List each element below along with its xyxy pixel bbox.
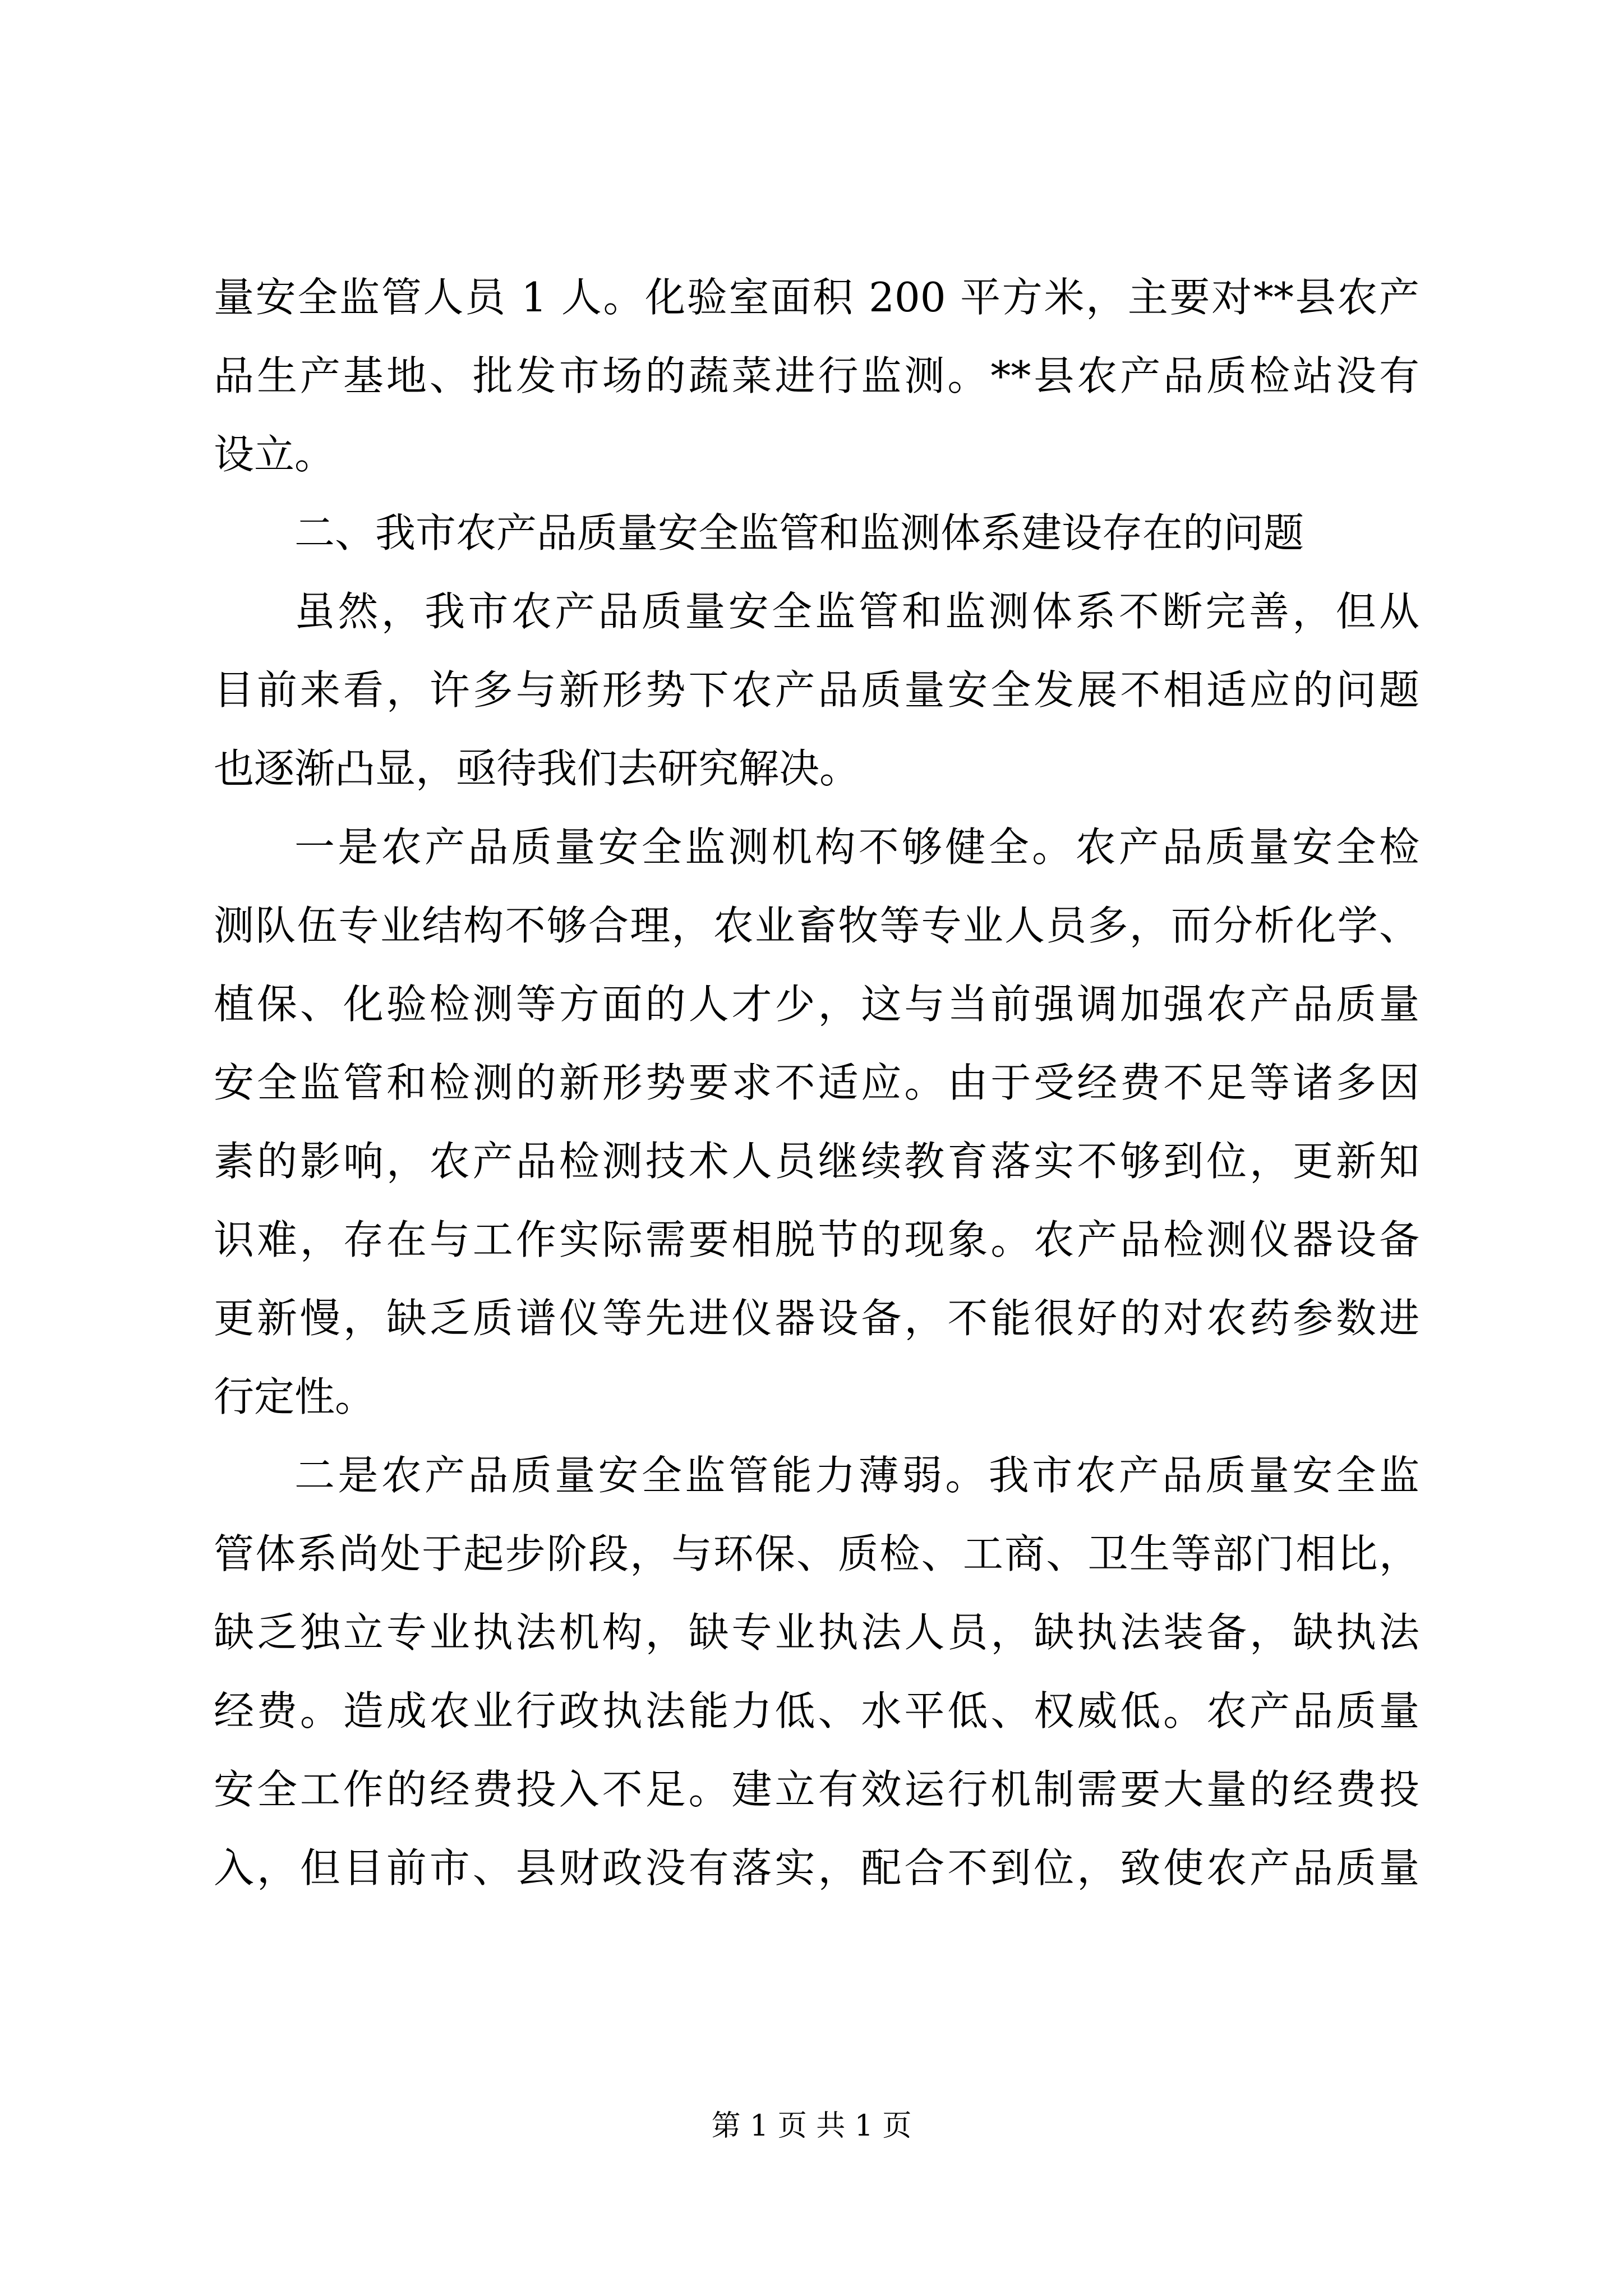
text-line: 缺乏独立专业执法机构，缺专业执法人员，缺执法装备，缺执法 xyxy=(214,1609,1419,1656)
text-line: 行定性。 xyxy=(214,1373,376,1420)
text-line: 设立。 xyxy=(214,431,335,478)
text-line: 测队伍专业结构不够合理，农业畜牧等专业人员多，而分析化学、 xyxy=(214,902,1419,949)
text-line: 二是农产品质量安全监管能力薄弱。我市农产品质量安全监 xyxy=(294,1452,1419,1499)
text-line: 更新慢，缺乏质谱仪等先进仪器设备，不能很好的对农药参数进 xyxy=(214,1295,1419,1342)
text-line: 也逐渐凸显，亟待我们去研究解决。 xyxy=(214,745,860,792)
text-line: 品生产基地、批发市场的蔬菜进行监测。**县农产品质检站没有 xyxy=(214,352,1419,399)
page-number-label: 第 1 页 共 1 页 xyxy=(711,2109,912,2143)
text-line: 一是农产品质量安全监测机构不够健全。农产品质量安全检 xyxy=(294,823,1419,871)
text-line: 量安全监管人员 1 人。化验室面积 200 平方米，主要对**县农产 xyxy=(214,274,1419,321)
body-text xyxy=(214,258,1419,1907)
text-line: 安全监管和检测的新形势要求不适应。由于受经费不足等诸多因 xyxy=(214,1059,1419,1106)
section-heading: 二、我市农产品质量安全监管和监测体系建设存在的问题 xyxy=(294,509,1304,556)
text-line: 植保、化验检测等方面的人才少，这与当前强调加强农产品质量 xyxy=(214,981,1419,1028)
page-footer xyxy=(0,2106,1623,2146)
text-line: 经费。造成农业行政执法能力低、水平低、权威低。农产品质量 xyxy=(214,1687,1419,1734)
text-line: 目前来看，许多与新形势下农产品质量安全发展不相适应的问题 xyxy=(214,666,1419,714)
text-line: 入，但目前市、县财政没有落实，配合不到位，致使农产品质量 xyxy=(214,1844,1419,1892)
text-line: 识难，存在与工作实际需要相脱节的现象。农产品检测仪器设备 xyxy=(214,1216,1419,1263)
text-line: 素的影响，农产品检测技术人员继续教育落实不够到位，更新知 xyxy=(214,1138,1419,1185)
text-line: 管体系尚处于起步阶段，与环保、质检、工商、卫生等部门相比， xyxy=(214,1530,1419,1577)
text-line: 虽然，我市农产品质量安全监管和监测体系不断完善，但从 xyxy=(294,588,1419,635)
text-line: 安全工作的经费投入不足。建立有效运行机制需要大量的经费投 xyxy=(214,1766,1419,1813)
